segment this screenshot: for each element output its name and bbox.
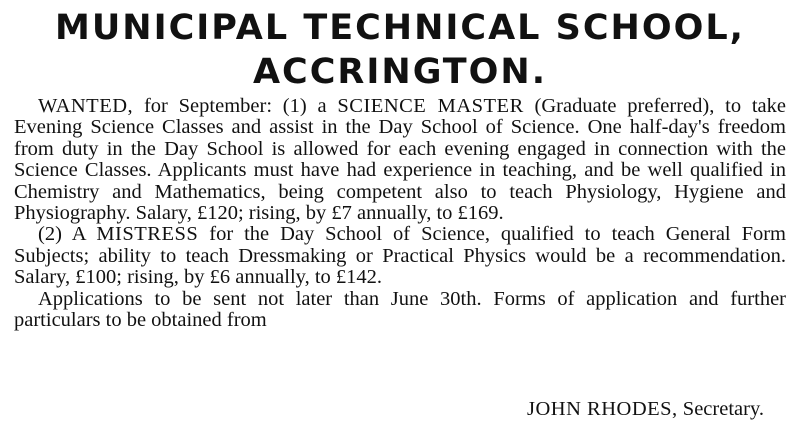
for-september-text: for September: (1) a: [133, 95, 338, 117]
heading-town: ACCRINGTON.: [252, 52, 548, 92]
signature: [527, 399, 764, 420]
mistress-position: MISTRESS: [96, 223, 199, 246]
paragraph-science-master: [14, 96, 786, 224]
science-master-details: (Graduate preferred), to take Evening Science Classes and assist in the Day School of Science. One half-day's freedom from duty in the Day School is allowed for each evening engaged in connection with the Science Classes. Applicants must have had experience in teaching, and be well qualified in Chemistry and Mathematics, being competent also to teach Physiology, Hygiene and Physiography. Salary, £120; rising, by £7 annually, to £169.: [14, 95, 787, 225]
paragraph-mistress: [14, 224, 786, 288]
signature-name: JOHN RHODES,: [527, 398, 678, 420]
paragraph-applications: Applications to be sent not later than June 30th. Forms of application and further particulars to be obtained from: [14, 287, 786, 332]
science-master-position: SCIENCE MASTER: [337, 95, 524, 117]
mistress-number: (2) A: [38, 223, 97, 246]
signature-title: Secretary.: [677, 398, 764, 420]
wanted-label: WANTED,: [38, 95, 134, 117]
advertisement-body: [14, 96, 786, 331]
mistress-details: for the Day School of Science, qualified to teach General Form Subjects; ability to teach Dressmaking or Practical Physics would be a recommendation. Salary, £100; rising, by £6 annually, to £142.: [14, 223, 786, 289]
heading-school-name: MUNICIPAL TECHNICAL SCHOOL,: [55, 8, 745, 48]
